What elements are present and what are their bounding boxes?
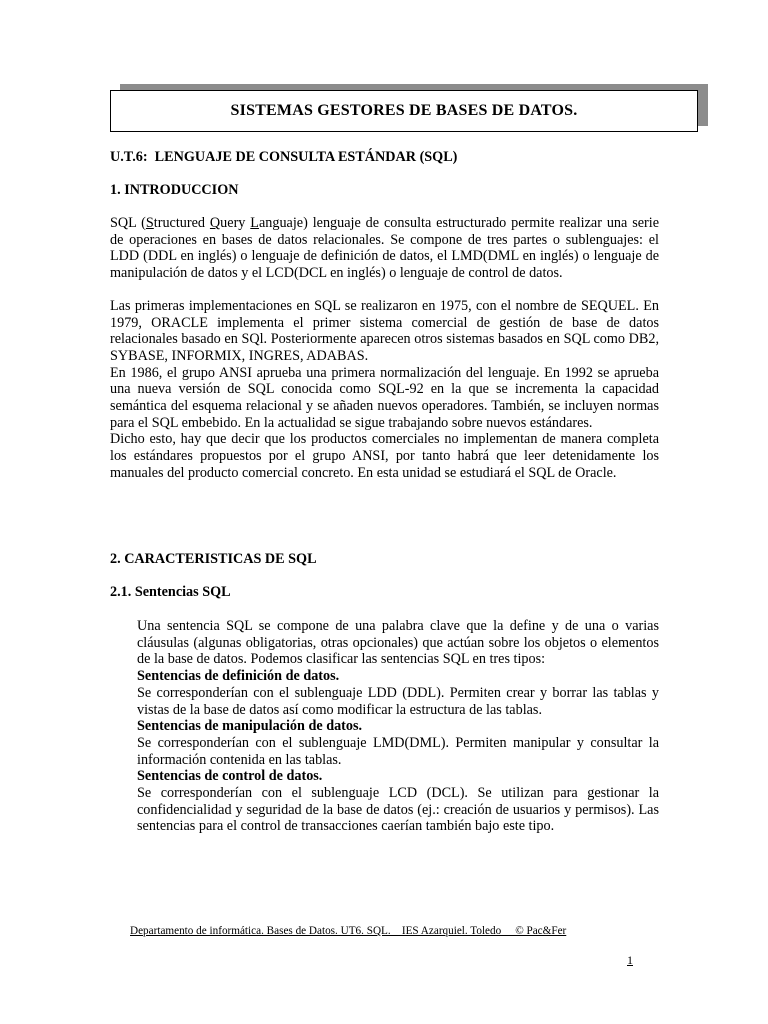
oracle-paragraph: Dicho esto, hay que decir que los productos comerciales no implementan de manera completa los estándares propuestos por el grupo ANSI, por tanto habrá que leer detenidamente los manuales del producto comercial concreto. En esta unidad se estudiará el SQL de Oracle. [110,431,659,481]
definicion-text: Se corresponderían con el sublenguaje LDD (DDL). Permiten crear y borrar las tablas y vistas de la base de datos así como modificar la estructura de las tablas. [137,684,659,718]
page-number: 1 [627,953,633,967]
control-heading: Sentencias de control de datos. [137,768,323,785]
section-1-body [110,215,659,482]
manipulacion-heading: Sentencias de manipulación de datos. [137,718,363,735]
section-2-heading: 2. CARACTERISTICAS DE SQL [110,551,317,567]
page-footer: Departamento de informática. Bases de Datos. UT6. SQL. IES Azarquiel. Toledo © Pac&Fer [130,925,567,937]
sentencias-intro: Una sentencia SQL se compone de una palabra clave que la define y de una o varias cláusulas (algunas obligatorias, otras opcionales) que actúan sobre los objetos o elementos de la base de datos. Podemos clasificar las sentencias SQL en tres tipos: [137,618,659,668]
section-2-body [137,618,659,835]
control-text: Se corresponderían con el sublenguaje LCD (DCL). Se utilizan para gestionar la confidencialidad y seguridad de la base de datos (ej.: creación de usuarios y permisos). Las sentencias para el control de transacciones caerían también bajo este tipo. [137,785,659,835]
unit-label: U.T.6: [110,149,148,165]
document-title: SISTEMAS GESTORES DE BASES DE DATOS. [110,90,698,132]
title-frame [110,90,708,132]
manipulacion-text: Se corresponderían con el sublenguaje LMD(DML). Permiten manipular y consultar la información contenida en las tablas. [137,734,659,768]
subsection-2-1-heading: 2.1. Sentencias SQL [110,584,231,600]
definicion-heading: Sentencias de definición de datos. [137,668,340,685]
ansi-paragraph: En 1986, el grupo ANSI aprueba una primera normalización del lenguaje. En 1992 se aprueba una nueva versión de SQL conocida como SQL-92 en la que se incrementa la capacidad semántica del esquema relacional y se añaden nuevos operadores. También, se incluyen normas para el SQL embebido. En la actualidad se sigue trabajando sobre nuevos estándares. [110,364,659,431]
intro-paragraph: SQL (Structured Query Languaje) lenguaje de consulta estructurado permite realizar una serie de operaciones en bases de datos relacionales. Se compone de tres partes o sublenguajes: el LDD (DDL en inglés) o lenguaje de definición de datos, el LMD(DML en inglés) o lenguaje de manipulación de datos y el LCD(DCL en inglés) o lenguaje de control de datos. [110,215,659,282]
unit-heading [110,149,659,166]
history-paragraph: Las primeras implementaciones en SQL se realizaron en 1975, con el nombre de SEQUEL. En 1979, ORACLE implementa el primer sistema comercial de gestión de base de datos relacionales basado en SQl. Posteriormente aparecen otros sistemas basados en SQL como DB2, SYBASE, INFORMIX, INGRES, ADABAS. [110,297,659,364]
section-1-heading: 1. INTRODUCCION [110,182,239,198]
unit-title: LENGUAJE DE CONSULTA ESTÁNDAR (SQL) [154,149,458,165]
